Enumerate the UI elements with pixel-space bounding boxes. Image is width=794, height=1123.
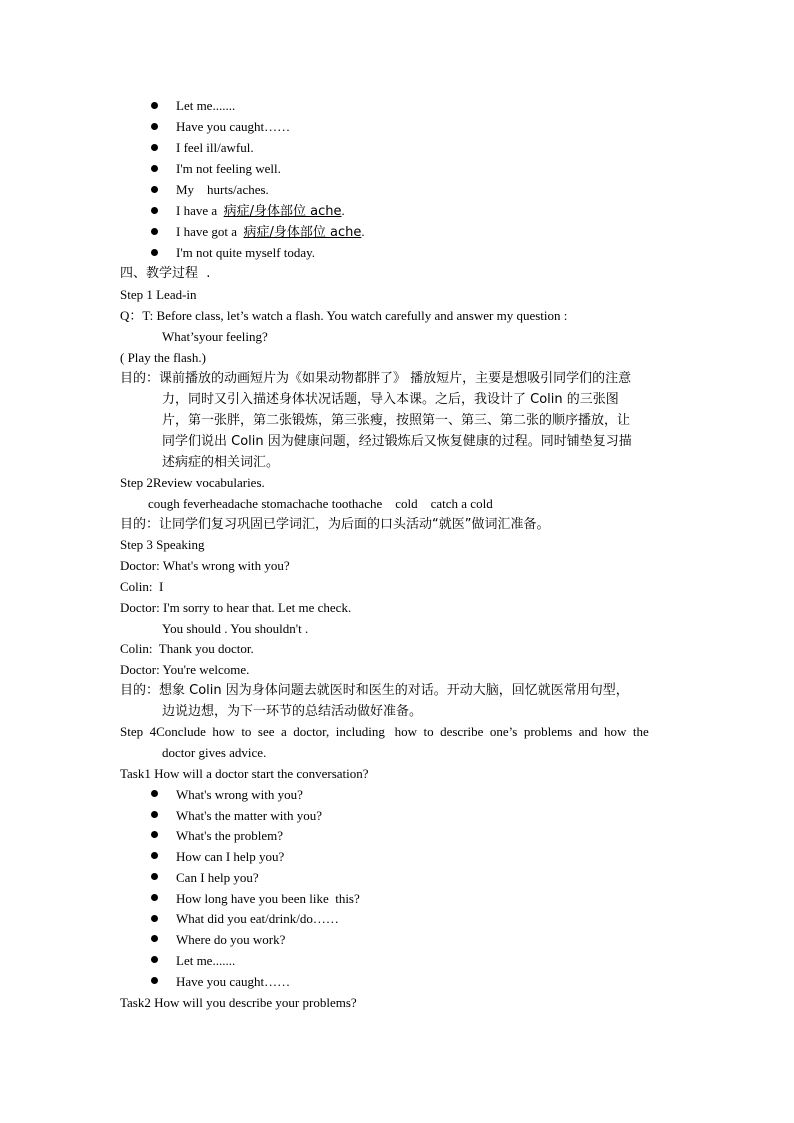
purpose-line: 同学们说出 Colin 因为健康问题，经过锻炼后又恢复健康的过程。同时铺垫复习描 [162,434,632,449]
dialog-line: Doctor: You're welcome. [120,662,250,677]
list-item-text: I have got a [176,224,244,239]
dialog-line: Colin: I [120,579,164,594]
dialog-line: Doctor: What's wrong with you? [120,558,290,573]
bullet-icon [151,831,158,838]
bullet-icon [151,977,158,984]
bullet-icon [151,935,158,942]
play-note: ( Play the flash.) [120,350,206,365]
list-item: Where do you work? [176,932,286,947]
step-2-purpose: 目的：让同学们复习巩固已学词汇，为后面的口头活动“就医”做词汇准备。 [120,517,550,532]
dialog-line: Doctor: I'm sorry to hear that. Let me check. [120,600,352,615]
step-1-title: Step 1 Lead-in [120,287,197,302]
list-item [176,221,365,242]
bullet-icon [151,790,158,797]
vocabulary-list: cough feverheadache stomachache toothache cold catch a cold [148,496,493,511]
bullet-icon [151,102,158,109]
purpose-line: 述病症的相关词汇。 [162,455,280,470]
list-item: How can I help you? [176,849,285,864]
list-item: Let me....... [176,98,236,113]
step-3-purpose: 目的：想象 Colin 因为身体问题去就医时和医生的对话。开动大脑，回忆就医常用句型， [120,683,629,698]
purpose-line: 力，同时又引入描述身体状况话题，导入本课。之后，我设计了 Colin 的三张图 [162,392,619,407]
task-1-title: Task1 How will a doctor start the conversation? [120,766,369,781]
bullet-icon [151,852,158,859]
list-item: What's wrong with you? [176,787,303,802]
dialog-line: Colin: Thank you doctor. [120,641,254,656]
bullet-icon [151,144,158,151]
step-3-purpose-cont: 边说边想，为下一环节的总结活动做好准备。 [162,704,423,719]
step-3-title: Step 3 Speaking [120,537,205,552]
step-1-question-cont: What’syour feeling? [162,329,268,344]
step-1-question: Q：T: Before class, let’s watch a flash. You watch carefully and answer my question : [120,308,568,323]
list-item: Can I help you? [176,870,259,885]
bullet-icon [151,249,158,256]
step-4-title-cont: doctor gives advice. [162,745,267,760]
underlined-blank: 病症/身体部位 ache [243,225,362,240]
step-2-title: Step 2Review vocabularies. [120,475,265,490]
list-item: How long have you been like this? [176,891,360,906]
purpose-line: 片，第一张胖，第二张锻炼，第三张瘦，按照第一、第三、第二张的顺序播放，让 [162,413,631,428]
list-item: Have you caught…… [176,974,291,989]
list-item: Have you caught…… [176,119,291,134]
list-item: I'm not quite myself today. [176,245,316,260]
section-heading: 四、教学过程 . [120,266,211,281]
bullet-icon [151,956,158,963]
list-item: I'm not feeling well. [176,161,281,176]
bullet-icon [151,811,158,818]
bullet-icon [151,186,158,193]
list-item [176,200,345,221]
list-item: I feel ill/awful. [176,140,254,155]
list-item: What's the problem? [176,828,284,843]
underlined-blank: 病症/身体部位 ache [223,204,342,219]
list-item: Let me....... [176,953,236,968]
list-item: What did you eat/drink/do…… [176,911,339,926]
bullet-icon [151,165,158,172]
task-2-title: Task2 How will you describe your problems? [120,995,357,1010]
list-item: What's the matter with you? [176,808,323,823]
bullet-icon [151,123,158,130]
bullet-icon [151,915,158,922]
list-item-period: . [361,224,365,239]
bullet-icon [151,207,158,214]
purpose-line: 目的：课前播放的动画短片为《如果动物都胖了》 播放短片，主要是想吸引同学们的注意 [120,371,632,386]
bullet-icon [151,894,158,901]
list-item-text: I have a [176,203,224,218]
step-4-title: Step 4Conclude how to see a doctor, including how to describe one’s problems and how the [120,724,649,739]
dialog-line: You should . You shouldn't . [162,621,309,636]
bullet-icon [151,228,158,235]
list-item-period: . [341,203,345,218]
bullet-icon [151,873,158,880]
list-item: My hurts/aches. [176,182,269,197]
